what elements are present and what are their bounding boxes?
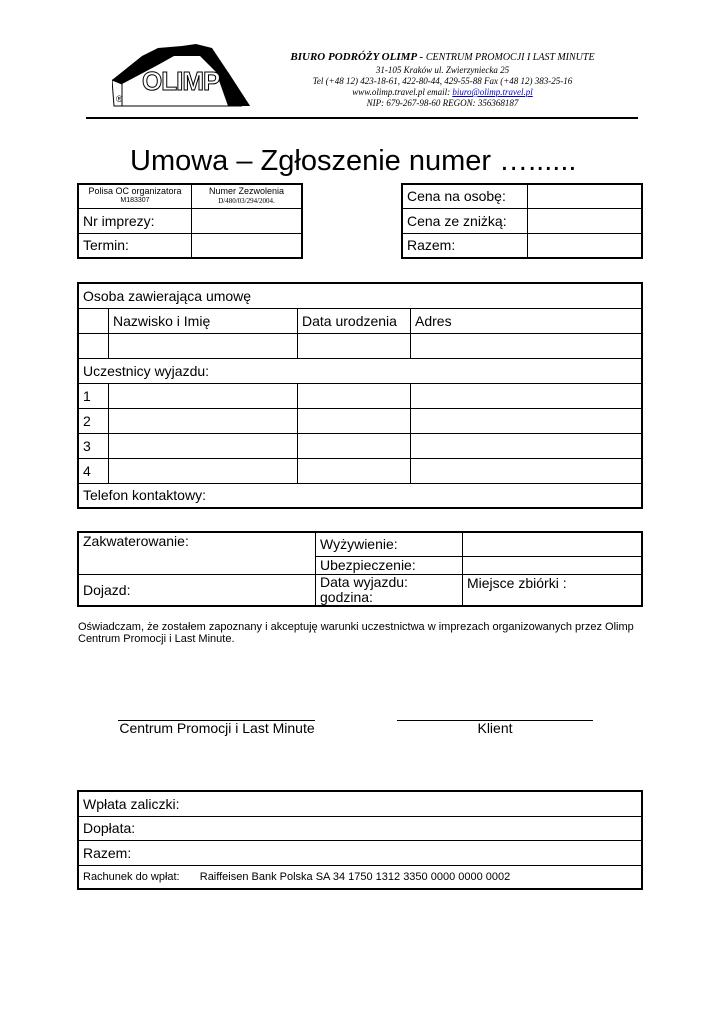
payment-table [77, 790, 643, 890]
contractor-num [78, 333, 109, 358]
signature-label-left: Centrum Promocji i Last Minute [119, 720, 315, 736]
table-row [78, 383, 642, 408]
left-info-table [77, 183, 303, 259]
participant-name-field[interactable] [109, 383, 298, 408]
company-ids: NIP: 679-267-98-60 REGON: 356368187 [366, 98, 519, 108]
col-name-header: Nazwisko i Imię [109, 308, 298, 333]
contractor-name-field[interactable] [109, 333, 298, 358]
termin-label: Termin: [78, 233, 192, 258]
participant-birth-field[interactable] [298, 458, 411, 483]
signature-label-right: Klient [477, 720, 513, 736]
bank-account-value: Raiffeisen Bank Polska SA 34 1750 1312 3350 0000 0000 0002 [199, 870, 511, 883]
board-label: Wyżywienie: [316, 532, 463, 556]
page-title: Umowa – Zgłoszenie numer …...... [130, 145, 577, 177]
payment-total-field[interactable]: Razem: [78, 840, 642, 865]
insurance-field[interactable] [463, 556, 643, 574]
col-birth-header: Data urodzenia [298, 308, 411, 333]
company-name: BIURO PODRÓŻY OLIMP - CENTRUM PROMOCJI I LAST MINUTE [290, 51, 595, 63]
contractor-row [78, 333, 642, 358]
termin-field[interactable] [192, 233, 303, 258]
nr-imprezy-field[interactable] [192, 208, 303, 233]
contractor-header: Osoba zawierająca umowę [78, 283, 642, 308]
participant-num: 4 [78, 458, 109, 483]
participant-birth-field[interactable] [298, 433, 411, 458]
insurance-label: Ubezpieczenie: [316, 556, 463, 574]
bank-account-row: Rachunek do wpłat: Raiffeisen Bank Polska SA 34 1750 1312 3350 0000 0000 0002 [78, 865, 642, 889]
participant-name-field[interactable] [109, 458, 298, 483]
header-divider [86, 117, 638, 119]
price-total-field[interactable] [528, 233, 643, 258]
meeting-point-field[interactable]: Miejsce zbiórki : [463, 574, 643, 606]
company-logo [112, 42, 252, 110]
price-table [401, 183, 643, 259]
participant-address-field[interactable] [411, 383, 643, 408]
declaration-text: Oświadczam, że zostałem zapoznany i akceptuję warunki uczestnictwa w imprezach organizowanych przez Olimp Centrum Promocji i Last Minute. [78, 621, 634, 645]
email-link[interactable]: biuro@olimp.travel.pl [452, 87, 533, 97]
participant-birth-field[interactable] [298, 383, 411, 408]
transport-field[interactable]: Dojazd: [78, 574, 316, 606]
table-row [78, 433, 642, 458]
surcharge-field[interactable]: Dopłata: [78, 816, 642, 840]
zezwolenie-cell: Numer Zezwolenia D/480/03/294/2004. [192, 184, 303, 208]
participant-address-field[interactable] [411, 433, 643, 458]
participant-name-field[interactable] [109, 408, 298, 433]
logo-registered-mark: ® [116, 94, 123, 104]
persons-table [77, 282, 643, 509]
contractor-birth-field[interactable] [298, 333, 411, 358]
polisa-cell: Polisa OC organizatora M183307 [78, 184, 192, 208]
table-row [78, 458, 642, 483]
phone-field[interactable]: Telefon kontaktowy: [78, 483, 642, 508]
price-total-label: Razem: [402, 233, 528, 258]
contractor-address-field[interactable] [411, 333, 643, 358]
col-number [78, 308, 109, 333]
participants-header: Uczestnicy wyjazdu: [78, 358, 642, 383]
company-web: www.olimp.travel.pl email: biuro@olimp.travel.pl [352, 87, 533, 97]
company-header [255, 50, 630, 109]
participant-birth-field[interactable] [298, 408, 411, 433]
accommodation-field[interactable]: Zakwaterowanie: [78, 532, 316, 574]
price-per-person-field[interactable] [528, 184, 643, 208]
departure-cell[interactable]: Data wyjazdu: godzina: [316, 574, 463, 606]
participant-num: 3 [78, 433, 109, 458]
participant-address-field[interactable] [411, 458, 643, 483]
company-phones: Tel (+48 12) 423-18-61, 422-80-44, 429-55-88 Fax (+48 12) 383-25-16 [312, 76, 573, 86]
participant-num: 2 [78, 408, 109, 433]
logo-text: OLIMP [142, 66, 220, 96]
participant-name-field[interactable] [109, 433, 298, 458]
company-address: 31-105 Kraków ul. Zwierzyniecka 25 [375, 65, 510, 75]
price-discount-field[interactable] [528, 208, 643, 233]
col-address-header: Adres [411, 308, 643, 333]
board-field[interactable] [463, 532, 643, 556]
participant-num: 1 [78, 383, 109, 408]
price-discount-label: Cena ze zniżką: [402, 208, 528, 233]
nr-imprezy-label: Nr imprezy: [78, 208, 192, 233]
table-row [78, 408, 642, 433]
participant-address-field[interactable] [411, 408, 643, 433]
trip-table [77, 531, 643, 607]
price-per-person-label: Cena na osobę: [402, 184, 528, 208]
deposit-field[interactable]: Wpłata zaliczki: [78, 791, 642, 816]
